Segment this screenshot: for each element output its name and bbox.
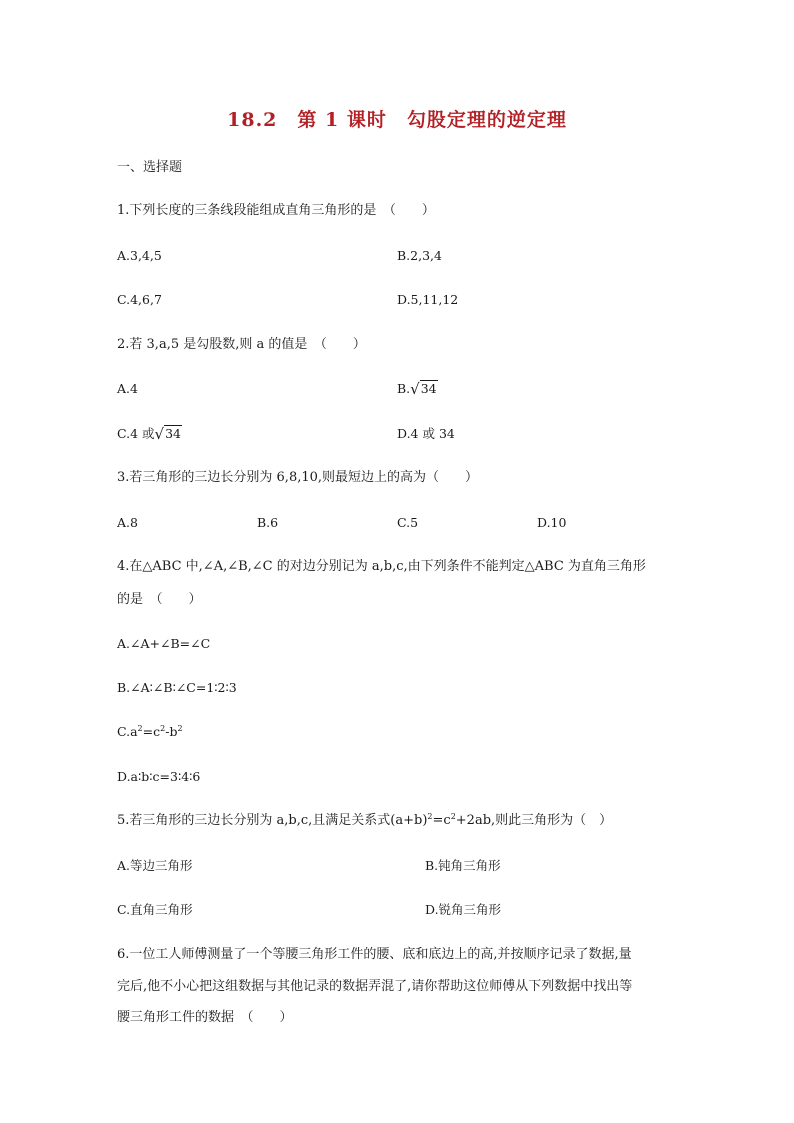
q1-option-b: B.2,3,4	[397, 248, 442, 263]
question-4-text-line-1: 4.在△ABC 中,∠A,∠B,∠C 的对边分别记为 a,b,c,由下列条件不能判定△ABC 为直角三角形	[117, 559, 646, 574]
q3-option-d: D.10	[537, 515, 567, 530]
q5-option-b: B.钝角三角形	[425, 858, 501, 873]
q1-option-c: C.4,6,7	[117, 292, 162, 307]
question-1-text: 1.下列长度的三条线段能组成直角三角形的是 （ ）	[117, 203, 435, 218]
section-heading: 一、选择题	[117, 160, 183, 175]
question-6-text-line-3: 腰三角形工件的数据 （ ）	[117, 1010, 293, 1025]
q5-option-a: A.等边三角形	[117, 858, 193, 873]
q3-option-c: C.5	[397, 515, 419, 530]
q1-option-a: A.3,4,5	[117, 248, 162, 263]
q4-option-d: D.a∶b∶c=3∶4∶6	[117, 769, 201, 784]
question-4-text-line-2: 的是 （ ）	[117, 592, 202, 607]
question-6-text-line-2: 完后,他不小心把这组数据与其他记录的数据弄混了,请你帮助这位师傅从下列数据中找出等	[117, 979, 633, 994]
question-2-text: 2.若 3,a,5 是勾股数,则 a 的值是 （ ）	[117, 337, 366, 352]
q4-option-b: B.∠A∶∠B∶∠C=1∶2∶3	[117, 680, 237, 695]
q5-option-d: D.锐角三角形	[425, 902, 502, 917]
question-6-text-line-1: 6.一位工人师傅测量了一个等腰三角形工件的腰、底和底边上的高,并按顺序记录了数据,量	[117, 947, 632, 962]
question-3-text: 3.若三角形的三边长分别为 6,8,10,则最短边上的高为（ ）	[117, 470, 479, 485]
q2-option-d: D.4 或 34	[397, 426, 455, 441]
q2-option-a: A.4	[117, 381, 138, 396]
q4-option-a: A.∠A+∠B=∠C	[117, 636, 211, 651]
q3-option-b: B.6	[257, 515, 279, 530]
page-title: 18.2 第 1 课时 勾股定理的逆定理	[227, 109, 567, 131]
question-5-text: 5.若三角形的三边长分别为 a,b,c,且满足关系式$(a+b)^2=c^2+2ab$,则此三角形为（ ）	[117, 812, 613, 828]
sqrt-symbol: √34	[410, 380, 437, 398]
q1-option-d: D.5,11,12	[397, 292, 459, 307]
q2-option-c: C.4 或√34	[117, 425, 181, 443]
sqrt-symbol: √34	[154, 425, 181, 443]
q4-option-c: $C.a^2=c^2-b^2$	[117, 724, 183, 739]
q2-option-b: B.√34	[397, 380, 437, 398]
q5-option-c: C.直角三角形	[117, 902, 193, 917]
q3-option-a: A.8	[117, 515, 138, 530]
